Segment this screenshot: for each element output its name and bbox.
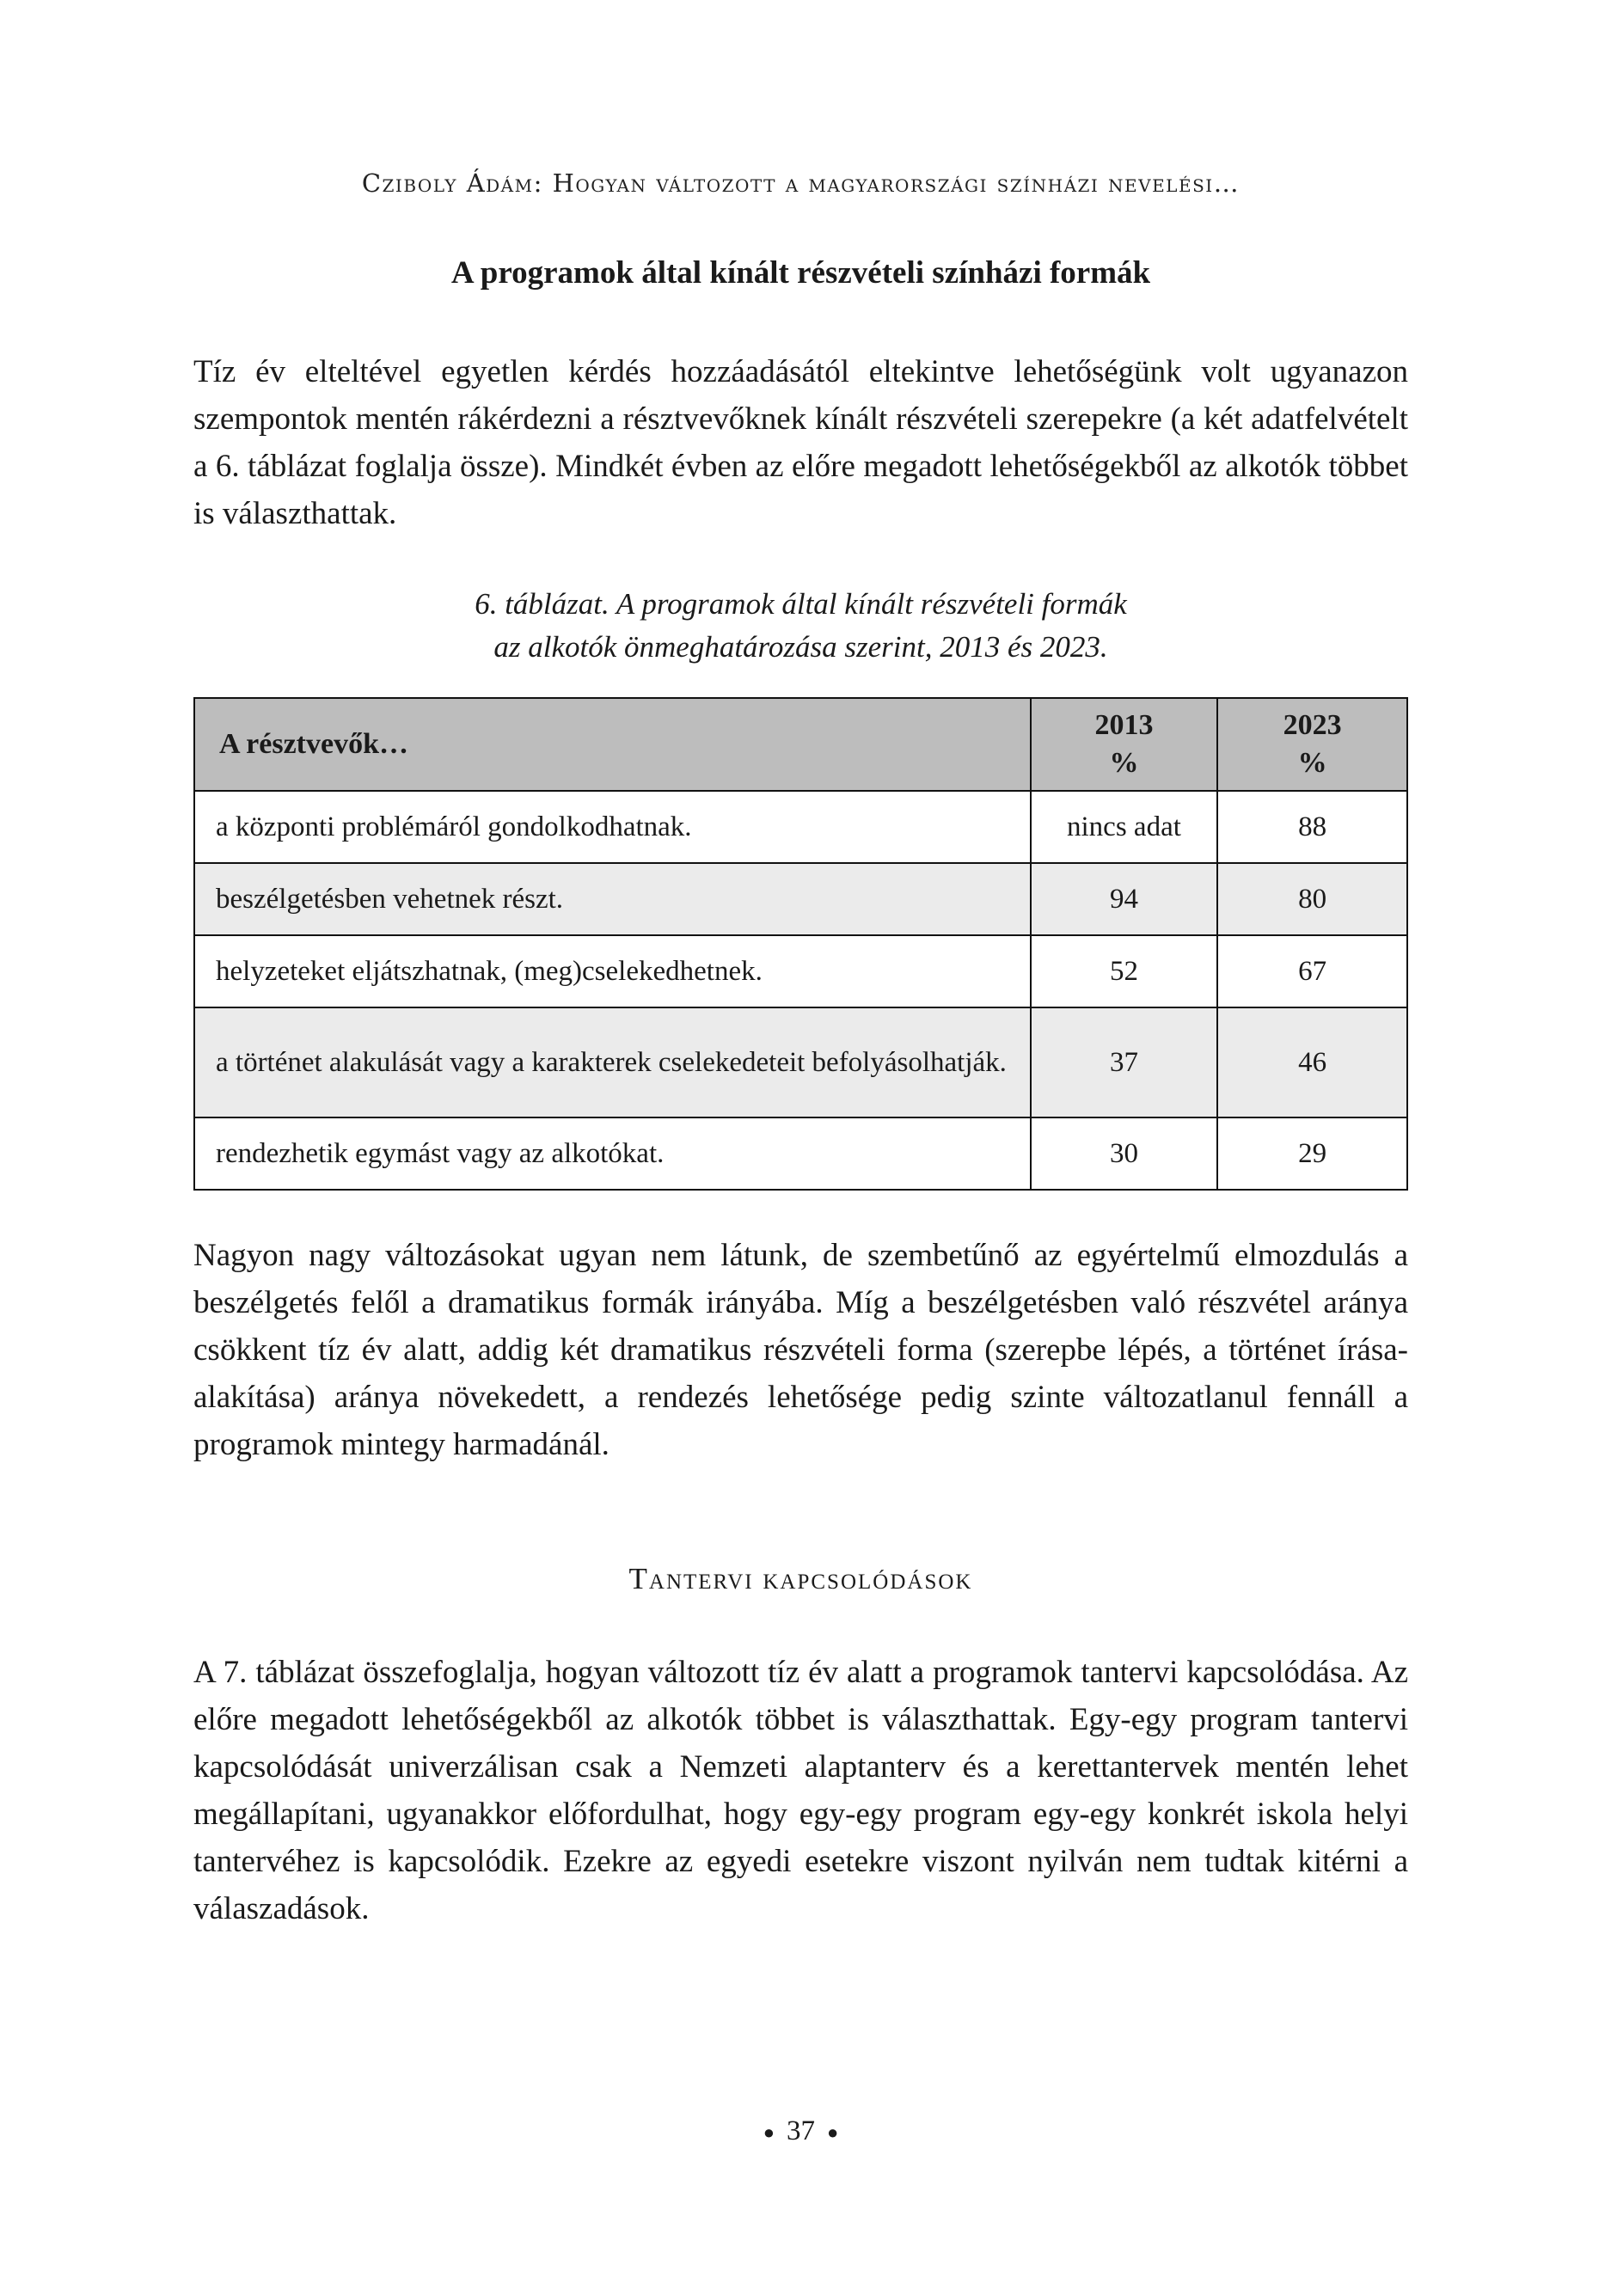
header-2023-year: 2023: [1283, 709, 1342, 741]
paragraph-intro: Tíz év elteltével egyetlen kérdés hozzáadásától eltekintve lehetőségünk volt ugyanazon szempontok mentén rákérdezni a résztvevőknek kínált részvételi szerepekre (a két adatfelvételt a 6. táblázat foglalja össze). Mindkét évben az előre megadott lehetőségekből az alkotók többet is választhattak.: [193, 354, 1408, 531]
table-row: [194, 863, 1407, 935]
row-label: rendezhetik egymást vagy az alkotókat.: [194, 1117, 1031, 1190]
value-2013: 30: [1031, 1117, 1218, 1190]
row-label: helyzeteket eljátszhatnak, (meg)cselekedhetnek.: [194, 935, 1031, 1007]
header-2013: [1031, 698, 1218, 791]
running-head: Cziboly Ádám: Hogyan változott a magyarországi színházi nevelési…: [361, 168, 1241, 198]
value-2023: 46: [1217, 1007, 1407, 1117]
table-row: [194, 791, 1407, 863]
value-2013: 52: [1031, 935, 1218, 1007]
paragraph-curriculum: A 7. táblázat összefoglalja, hogyan változott tíz év alatt a programok tantervi kapcsolódása. Az előre megadott lehetőségekből az alkotók többet is választhattak. Egy-egy program tantervi kapcsolódását univerzálisan csak a Nemzeti alaptanterv és a kerettantervek mentén lehet megállapítani, ugyanakkor előfordulhat, hogy egy-egy program egy-egy konkrét iskola helyi tantervéhez is kapcsolódik. Ezekre az egyedi esetekre viszont nyilván nem tudtak kitérni a válaszadások.: [193, 1655, 1408, 1926]
bullet-icon: ●: [827, 2122, 839, 2144]
table-caption: [193, 583, 1408, 669]
row-label: a központi problémáról gondolkodhatnak.: [194, 791, 1031, 863]
table-row: [194, 935, 1407, 1007]
table-row: [194, 1117, 1407, 1190]
caption-line-1: 6. táblázat. A programok által kínált részvételi formák: [475, 587, 1127, 621]
row-label: a történet alakulását vagy a karakterek cselekedeteit befolyásolhatják.: [194, 1007, 1031, 1117]
bullet-icon: ●: [763, 2122, 775, 2144]
header-2023-unit: %: [1297, 747, 1327, 779]
table-row: [194, 1007, 1407, 1117]
header-2013-unit: %: [1109, 747, 1139, 779]
section-title: A programok által kínált részvételi színházi formák: [450, 255, 1151, 291]
header-2023: [1217, 698, 1407, 791]
value-2013: nincs adat: [1031, 791, 1218, 863]
paragraph-analysis: Nagyon nagy változásokat ugyan nem látunk, de szembetűnő az egyértelmű elmozdulás a beszélgetés felől a dramatikus formák irányába. Míg a beszélgetésben való részvétel aránya csökkent tíz év alatt, addig két dramatikus részvételi forma (szerepbe lépés, a történet írása-alakítása) aránya növekedett, a rendezés lehetősége pedig szinte változatlanul fennáll a programok mintegy harmadánál.: [193, 1238, 1408, 1462]
page-number-value: 37: [787, 2115, 815, 2146]
header-2013-year: 2013: [1094, 709, 1154, 741]
subheading-curriculum: Tantervi kapcsolódások: [628, 1562, 973, 1595]
caption-line-2: az alkotók önmeghatározása szerint, 2013 és 2023.: [493, 630, 1108, 664]
header-participants: A résztvevők…: [194, 698, 1031, 791]
page-number: [193, 2115, 1408, 2147]
value-2023: 88: [1217, 791, 1407, 863]
value-2013: 94: [1031, 863, 1218, 935]
row-label: beszélgetésben vehetnek részt.: [194, 863, 1031, 935]
value-2023: 29: [1217, 1117, 1407, 1190]
value-2023: 80: [1217, 863, 1407, 935]
table-header-row: [194, 698, 1407, 791]
participation-table: [193, 697, 1408, 1191]
value-2023: 67: [1217, 935, 1407, 1007]
value-2013: 37: [1031, 1007, 1218, 1117]
